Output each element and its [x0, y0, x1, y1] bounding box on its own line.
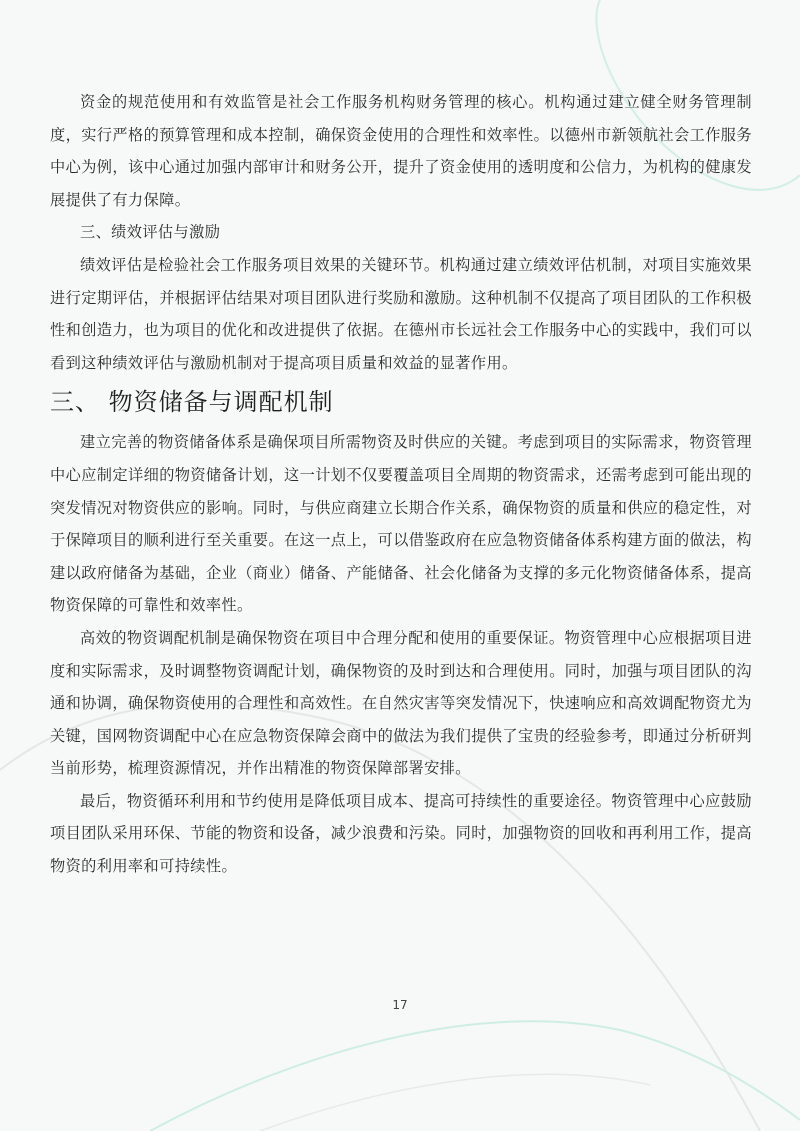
page-number: 17: [392, 998, 408, 1012]
paragraph-performance-evaluation: 绩效评估是检验社会工作服务项目效果的关键环节。机构通过建立绩效评估机制，对项目实施效果进行定期评估，并根据评估结果对项目团队进行奖励和激励。这种机制不仅提高了项目团队的工作积极性和创造力，也为项目的优化和改进提供了依据。在德州市长远社会工作服务中心的实践中，我们可以看到这种绩效评估与激励机制对于提高项目质量和效益的显著作用。: [50, 255, 752, 372]
paragraph-finance-supervision: 资金的规范使用和有效监管是社会工作服务机构财务管理的核心。机构通过建立健全财务管理制度，实行严格的预算管理和成本控制，确保资金使用的合理性和效率性。以德州市新领航社会工作服务中心为例，该中心通过加强内部审计和财务公开，提升了资金使用的透明度和公信力，为机构的健康发展提供了有力保障。: [50, 93, 752, 209]
document-body: [50, 86, 752, 883]
paragraph-allocation-mechanism: 高效的物资调配机制是确保物资在项目中合理分配和使用的重要保证。物资管理中心应根据项目进度和实际需求，及时调整物资调配计划，确保物资的及时到达和合理使用。同时，加强与项目团队的沟通和协调，确保物资使用的合理性和高效性。在自然灾害等突发情况下，快速响应和高效调配物资尤为关键，国网物资调配中心在应急物资保障会商中的做法为我们提供了宝贵的经验参考，即通过分析研判当前形势，梳理资源情况，并作出精准的物资保障部署安排。: [50, 628, 752, 778]
paragraph-recycling: 最后，物资循环利用和节约使用是降低项目成本、提高可持续性的重要途径。物资管理中心应鼓励项目团队采用环保、节能的物资和设备，减少浪费和污染。同时，加强物资的回收和再利用工作，提高物资的利用率和可持续性。: [50, 791, 752, 876]
subheading-performance-evaluation: 三、绩效评估与激励: [80, 223, 221, 242]
paragraph-reserve-system: 建立完善的物资储备体系是确保项目所需物资及时供应的关键。考虑到项目的实际需求，物资管理中心应制定详细的物资储备计划，这一计划不仅要覆盖项目全周期的物资需求，还需考虑到可能出现的突发情况对物资供应的影响。同时，与供应商建立长期合作关系，确保物资的质量和供应的稳定性，对于保障项目的顺利进行至关重要。在这一点上，可以借鉴政府在应急物资储备体系构建方面的做法，构建以政府储备为基础，企业（商业）储备、产能储备、社会化储备为支撑的多元化物资储备体系，提高物资保障的可靠性和效率性。: [50, 433, 752, 615]
section-heading: 三、 物资储备与调配机制: [50, 388, 334, 417]
